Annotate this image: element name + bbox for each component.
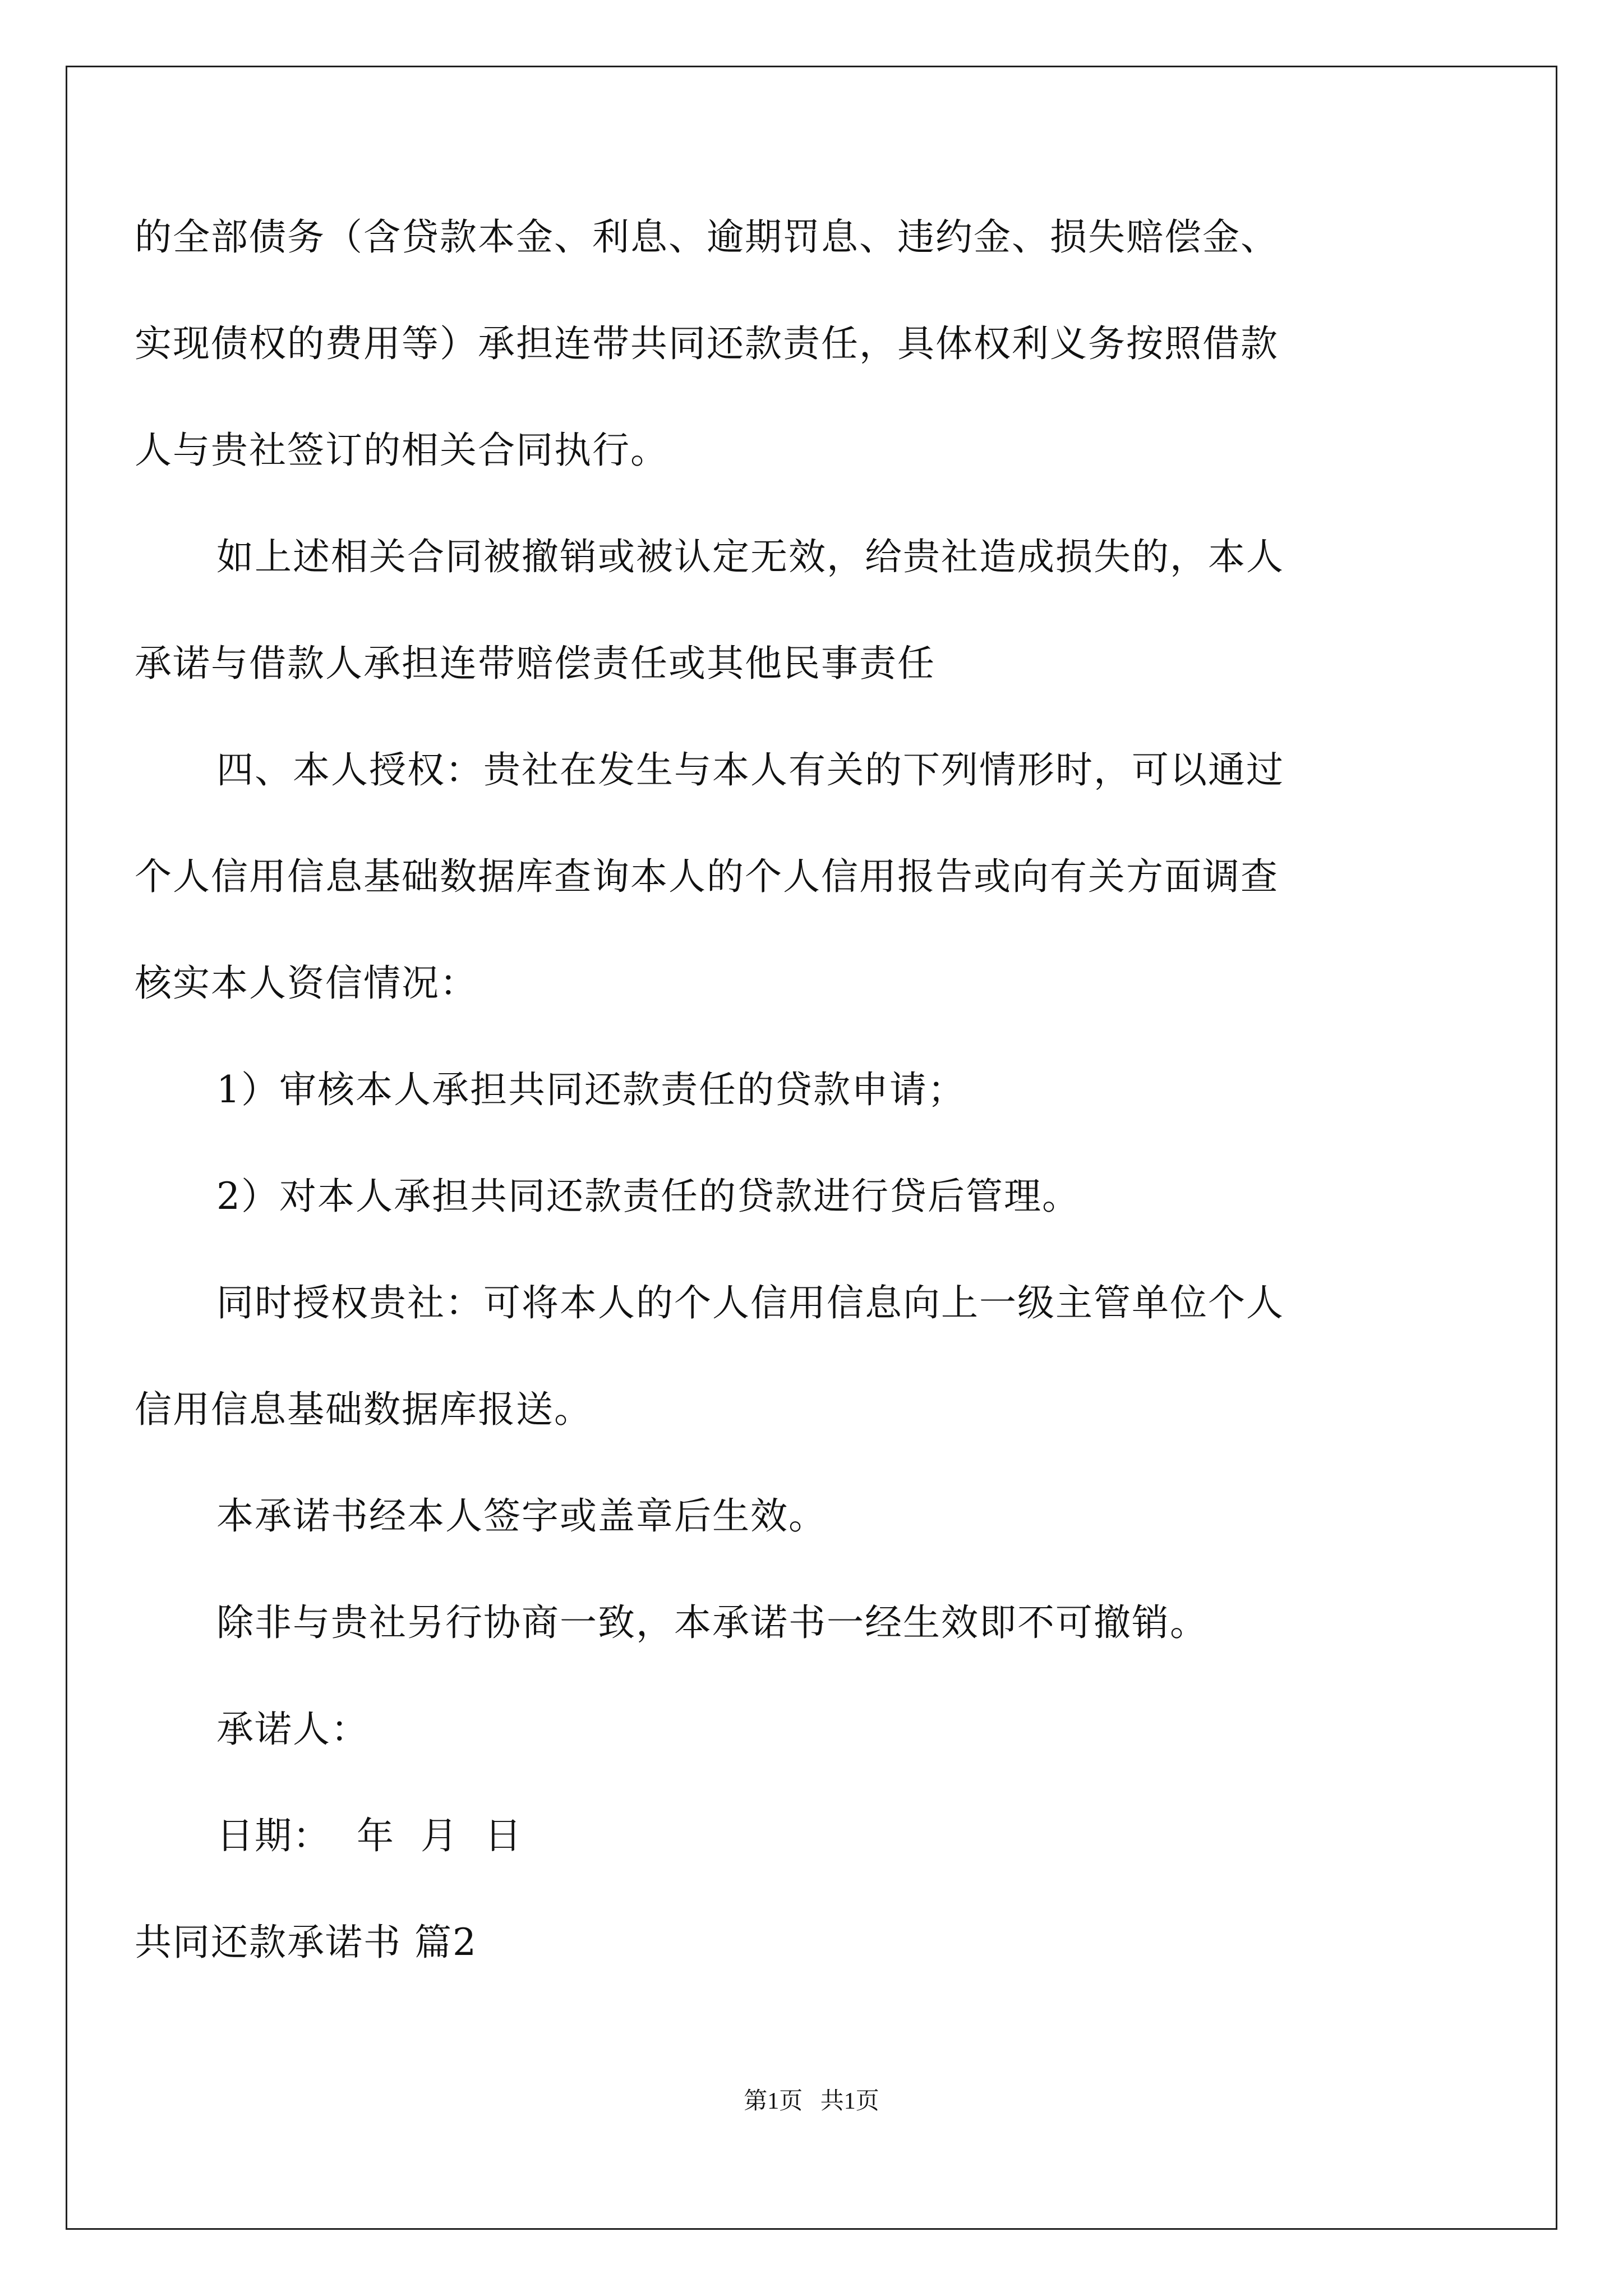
text-line: 承诺与借款人承担连带赔偿责任或其他民事责任: [135, 642, 935, 685]
page-border: [66, 66, 1557, 2230]
text-line: 核实本人资信情况：: [135, 961, 478, 1005]
text-line: 信用信息基础数据库报送。: [135, 1388, 592, 1431]
page-footer: 第1页 共1页: [744, 2088, 879, 2114]
text-line: 个人信用信息基础数据库查询本人的个人信用报告或向有关方面调查: [135, 855, 1279, 898]
list-item: 2）对本人承担共同还款责任的贷款进行贷后管理。: [216, 1175, 1080, 1218]
list-item: 1）审核本人承担共同还款责任的贷款申请；: [216, 1068, 966, 1111]
paragraph-first-line: 四、本人授权：贵社在发生与本人有关的下列情形时，可以通过: [216, 748, 1284, 792]
paragraph-first-line: 除非与贵社另行协商一致，本承诺书一经生效即不可撤销。: [216, 1601, 1208, 1644]
signatory-label: 承诺人：: [216, 1708, 369, 1751]
section-heading: 共同还款承诺书 篇2: [135, 1921, 477, 1964]
text-line: 实现债权的费用等）承担连带共同还款责任，具体权利义务按照借款: [135, 322, 1279, 365]
text-line: 的全部债务（含贷款本金、利息、逾期罚息、违约金、损失赔偿金、: [135, 215, 1279, 259]
paragraph-first-line: 如上述相关合同被撤销或被认定无效，给贵社造成损失的，本人: [216, 535, 1284, 578]
text-line: 人与贵社签订的相关合同执行。: [135, 429, 668, 472]
paragraph-first-line: 本承诺书经本人签字或盖章后生效。: [216, 1494, 827, 1538]
date-label: 日期： 年 月 日: [216, 1814, 523, 1857]
paragraph-first-line: 同时授权贵社：可将本人的个人信用信息向上一级主管单位个人: [216, 1281, 1284, 1324]
